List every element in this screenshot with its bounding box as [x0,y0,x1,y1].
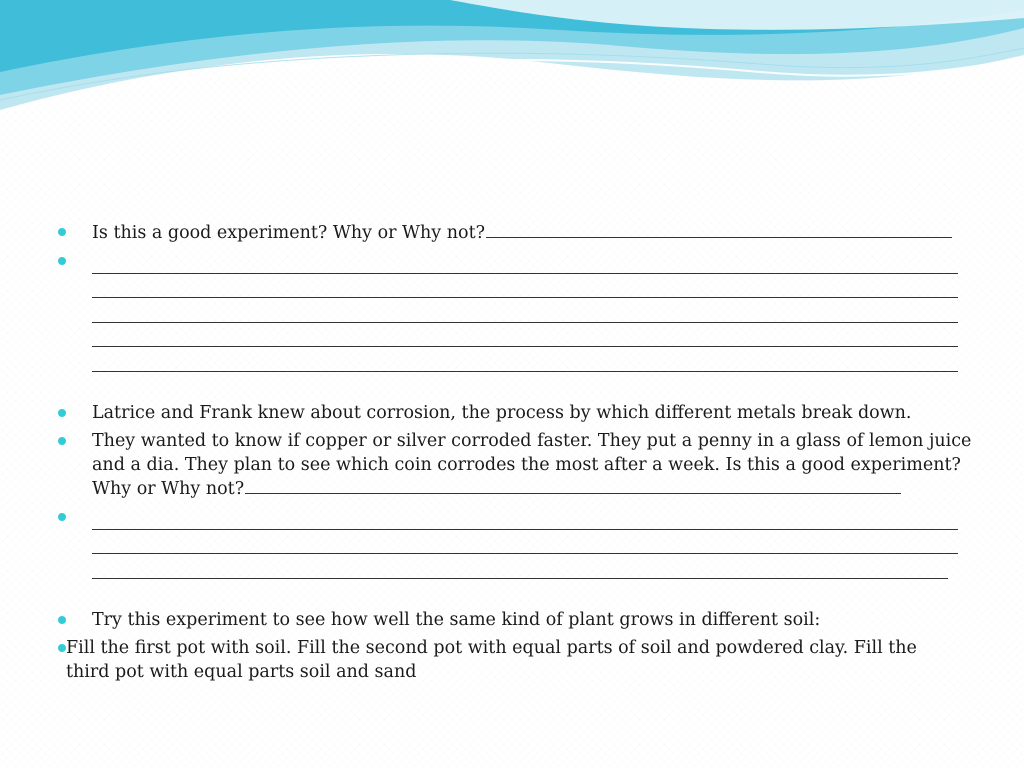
bullet-dot [58,616,66,624]
question-line [92,221,963,246]
header-wave-decoration [0,0,1024,130]
plant-line-1: Fill the first pot with soil. Fill the second pot with equal parts of soil and powdered clay. Fill the [66,638,917,658]
bullet-dot [58,228,66,236]
corrosion-line-2: and a dia. They plan to see which coin corrodes the most after a week. Is this a good experiment? [92,454,961,475]
bullet-plant-intro [58,609,963,633]
answer-line[interactable] [92,506,958,530]
corrosion-line-1: They wanted to know if copper or silver corroded faster. They put a penny in a glass of lemon juice [92,431,972,451]
corrosion-question-text: Why or Why not? [92,479,245,499]
plant-line-2: third pot with equal parts soil and sand [66,661,417,682]
bullet-dot [58,437,66,445]
answer-line[interactable] [92,275,958,299]
answer-line[interactable] [92,250,958,274]
slide-body [58,221,972,689]
bullet-dot [58,644,66,652]
bullet-plant-steps [58,637,963,684]
bullet-dot [58,257,66,265]
corrosion-line-3 [92,477,963,502]
bullet-corrosion-intro [58,402,963,426]
corrosion-intro-text: Latrice and Frank knew about corrosion, the process by which different metals break down. [92,403,912,423]
spacer [58,583,963,609]
answer-line[interactable] [92,299,958,323]
bullet-dot [58,513,66,521]
bullet-corrosion-question [58,430,972,502]
spacer [58,376,963,402]
bullet-answer-1 [58,250,963,372]
question-text: Is this a good experiment? Why or Why not? [92,223,485,243]
bullet-answer-2 [58,506,963,579]
answer-line[interactable] [92,324,958,348]
bullet-question-1 [58,221,963,246]
answer-blank[interactable] [245,477,901,494]
answer-line[interactable] [92,348,958,372]
answer-blank[interactable] [486,221,952,238]
answer-line[interactable] [92,555,948,579]
plant-intro-text: Try this experiment to see how well the same kind of plant grows in different soil: [92,610,821,630]
bullet-dot [58,409,66,417]
answer-line[interactable] [92,531,958,555]
